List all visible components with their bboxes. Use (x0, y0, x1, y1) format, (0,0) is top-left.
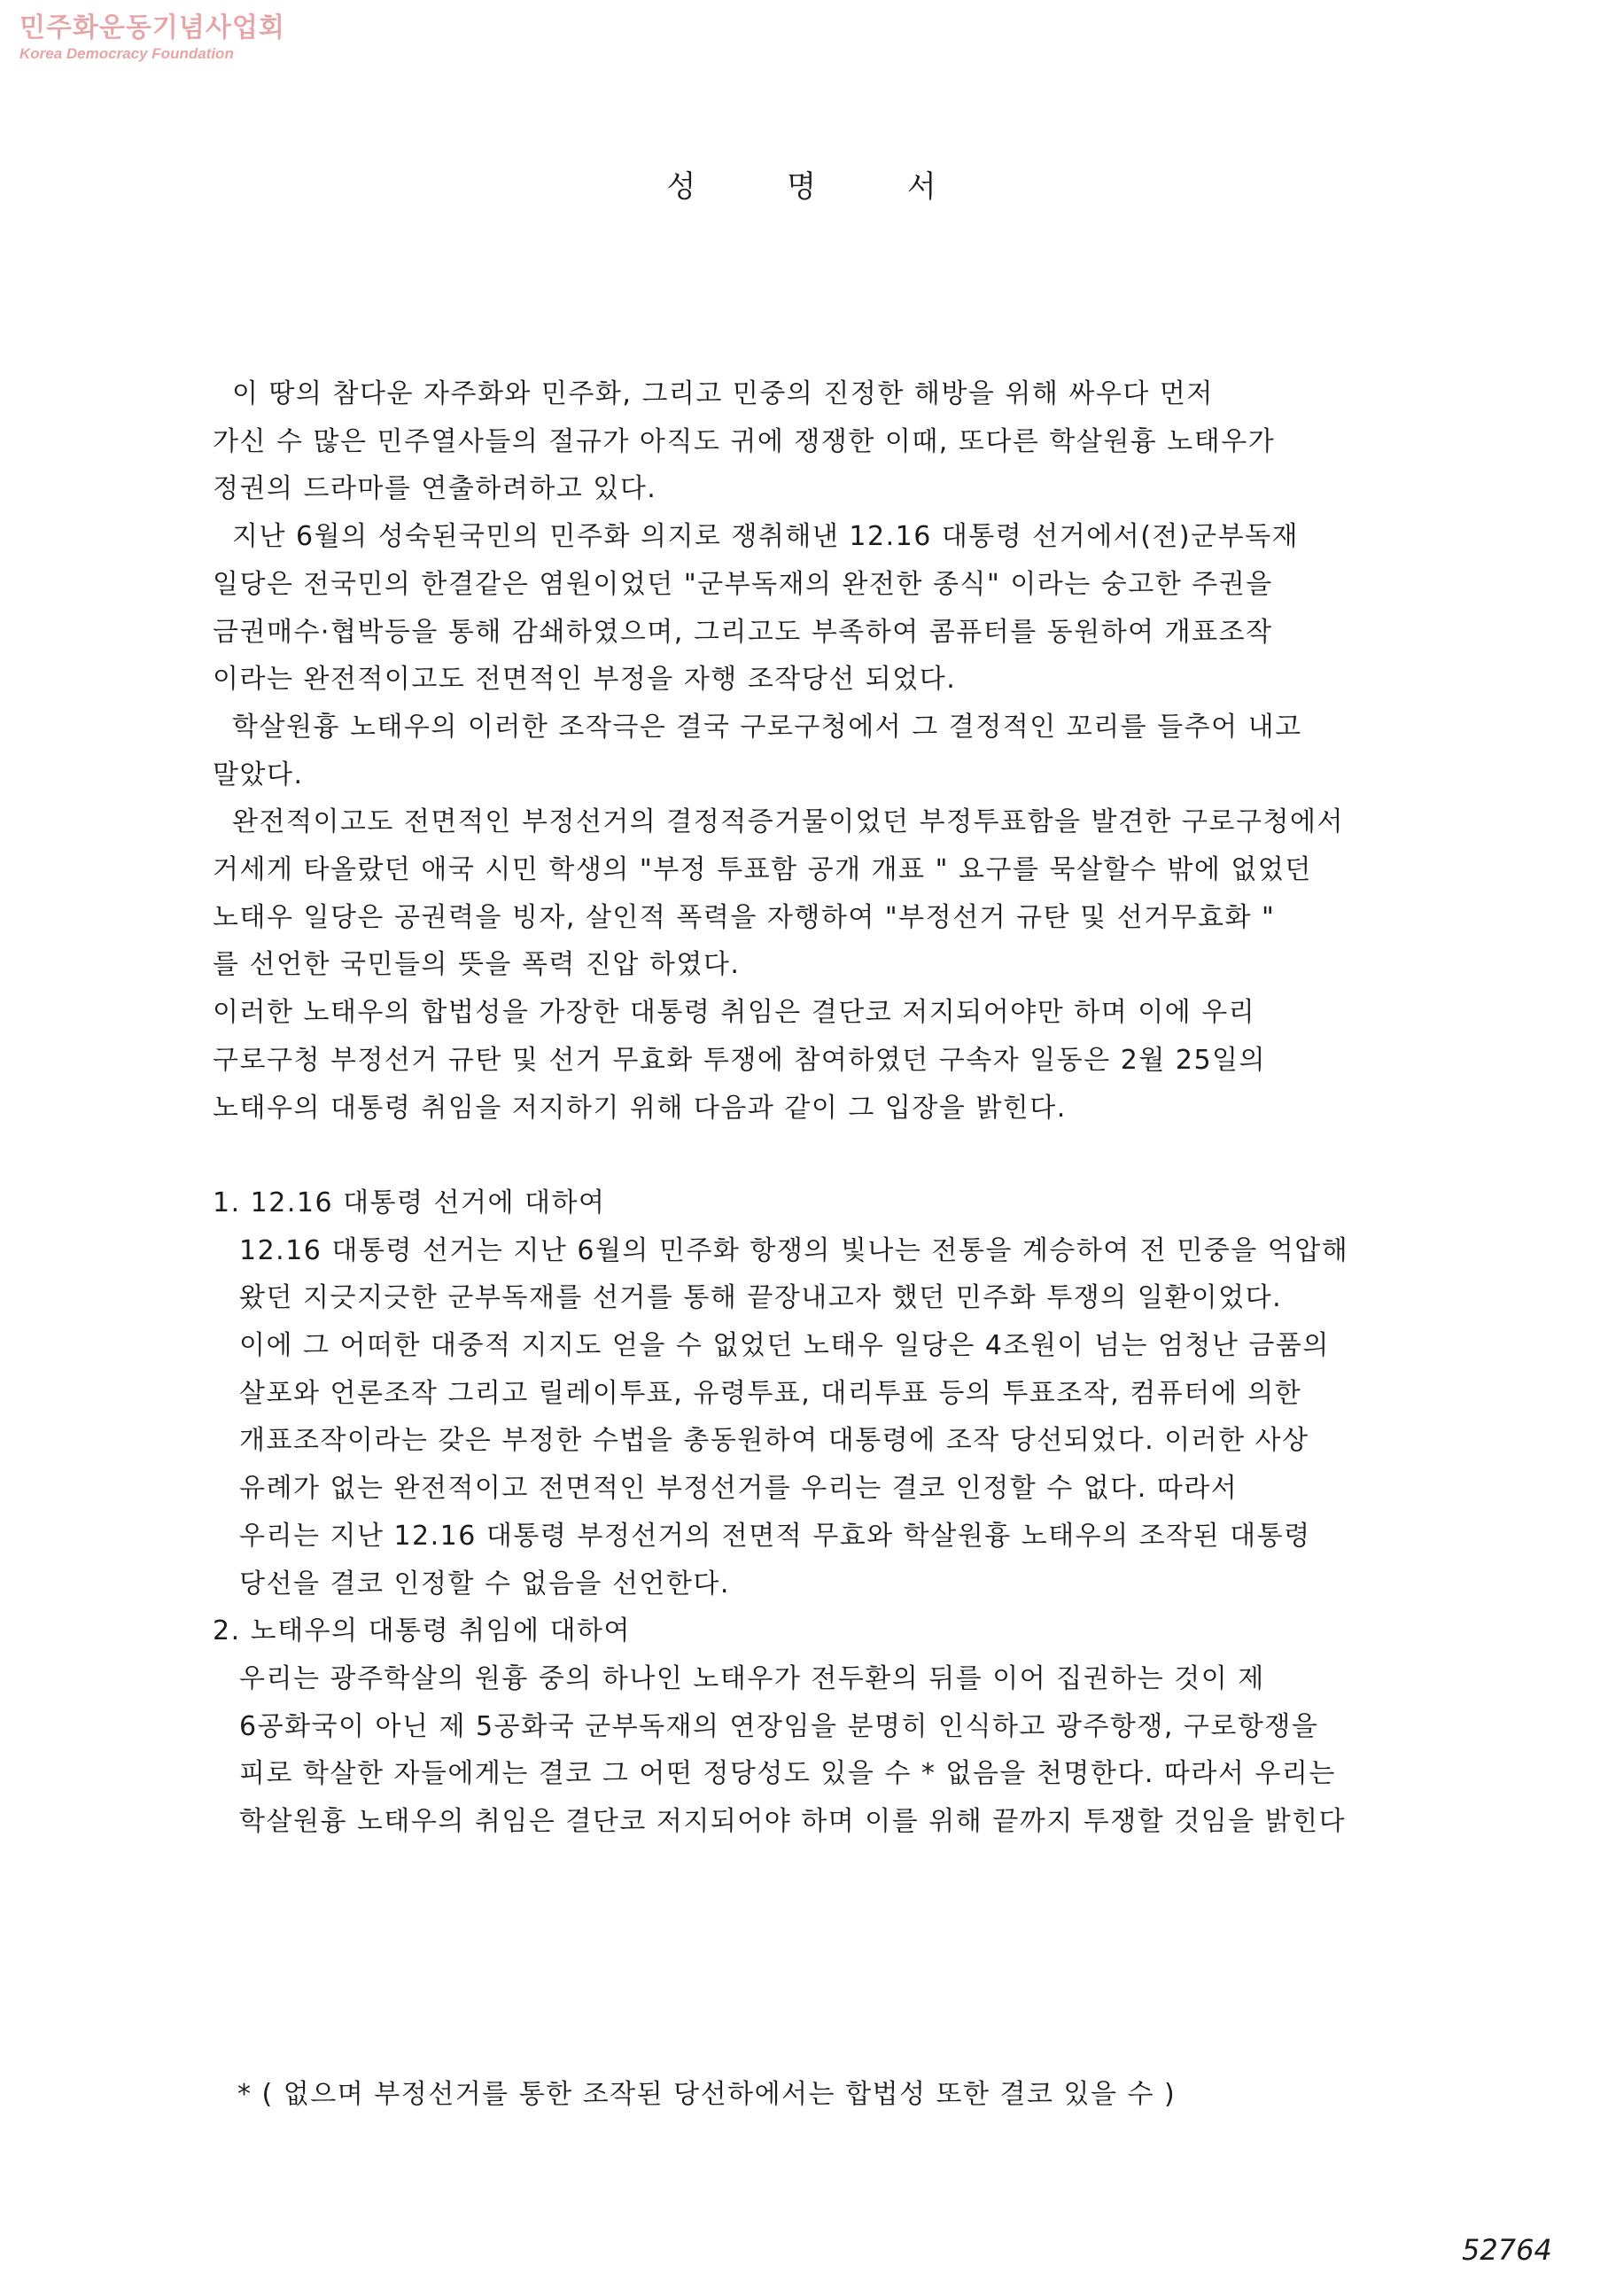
statement-body (213, 370, 1480, 1846)
document-title: 성 명 서 (666, 169, 977, 205)
paragraph-line: 를 선언한 국민들의 뜻을 폭력 진압 하였다. (213, 949, 741, 981)
section-1-line: 개표조작이라는 갖은 부정한 수법을 총동원하여 대통령에 조작 당선되었다. 이러한 사상 (239, 1425, 1309, 1457)
paragraph-line: 이라는 완전적이고도 전면적인 부정을 자행 조작당선 되었다. (213, 664, 957, 696)
footnote: * ( 없으며 부정선거를 통한 조작된 당선하에서는 합법성 또한 결코 있을 수 ) (237, 2079, 1177, 2110)
paragraph-line: 정권의 드라마를 연출하려하고 있다. (213, 473, 657, 505)
paragraph-line: 거세게 타올랐던 애국 시민 학생의 "부정 투표함 공개 개표 " 요구를 묵살할수 밖에 없었던 (213, 854, 1312, 886)
paragraph-line: 이러한 노태우의 합법성을 가장한 대통령 취임은 결단코 저지되어야만 하며 이에 우리 (213, 997, 1256, 1029)
paragraph-line: 구로구청 부정선거 규탄 및 선거 무효화 투쟁에 참여하였던 구속자 일동은 2월 25일의 (213, 1044, 1266, 1076)
section-1-line: 이에 그 어떠한 대중적 지지도 얻을 수 없었던 노태우 일당은 4조원이 넘는 엄청난 금품의 (239, 1330, 1330, 1362)
section-1-line: 우리는 지난 12.16 대통령 부정선거의 전면적 무효와 학살원흉 노태우의 조작된 대통령 (239, 1520, 1311, 1552)
section-1-line: 왔던 지긋지긋한 군부독재를 선거를 통해 끝장내고자 했던 민주화 투쟁의 일환이었다. (239, 1282, 1283, 1314)
paragraph-line: 노태우의 대통령 취임을 저지하기 위해 다음과 같이 그 입장을 밝힌다. (213, 1092, 1067, 1124)
paragraph-line: 이 땅의 참다운 자주화와 민주화, 그리고 민중의 진정한 해방을 위해 싸우다 먼저 (232, 378, 1214, 409)
paragraph-line: 노태우 일당은 공권력을 빙자, 살인적 폭력을 자행하여 "부정선거 규탄 및 선거무효화 " (213, 901, 1276, 933)
section-2-line: 우리는 광주학살의 원흉 중의 하나인 노태우가 전두환의 뒤를 이어 집권하는 것이 제 (239, 1662, 1265, 1694)
section-1-line: 유례가 없는 완전적이고 전면적인 부정선거를 우리는 결코 인정할 수 없다. 따라서 (239, 1473, 1239, 1505)
section-2-line: 피로 학살한 자들에게는 결코 그 어떤 정당성도 있을 수 * 없음을 천명한다. 따라서 우리는 (239, 1758, 1336, 1790)
section-1-heading: 1. 12.16 대통령 선거에 대하여 (213, 1187, 606, 1218)
section-1-line: 살포와 언론조작 그리고 릴레이투표, 유령투표, 대리투표 등의 투표조작, 컴퓨터에 의한 (239, 1377, 1302, 1409)
foundation-watermark (19, 12, 285, 64)
paragraph-line: 학살원흉 노태우의 이러한 조작극은 결국 구로구청에서 그 결정적인 꼬리를 들추어 내고 (232, 711, 1302, 743)
section-2-line: 6공화국이 아닌 제 5공화국 군부독재의 연장임을 분명히 인식하고 광주항쟁, 구로항쟁을 (239, 1710, 1319, 1742)
paragraph-line: 말았다. (213, 759, 304, 790)
paragraph-line: 지난 6월의 성숙된국민의 민주화 의지로 쟁취해낸 12.16 대통령 선거에서(전)군부독재 (232, 521, 1300, 553)
section-2-line: 학살원흉 노태우의 취임은 결단코 저지되어야 하며 이를 위해 끝까지 투쟁할 것임을 밝힌다 (239, 1806, 1347, 1838)
paragraph-line: 일당은 전국민의 한결같은 염원이었던 "군부독재의 완전한 종식" 이라는 숭고한 주권을 (213, 568, 1273, 600)
paragraph-line: 가신 수 많은 민주열사들의 절규가 아직도 귀에 쟁쟁한 이때, 또다른 학살원흉 노태우가 (213, 425, 1276, 457)
archive-number: 52764 (1462, 2233, 1552, 2267)
paragraph-line: 금권매수·협박등을 통해 감쇄하였으며, 그리고도 부족하여 콤퓨터를 동원하여 개표조작 (213, 616, 1273, 648)
paragraph-line: 완전적이고도 전면적인 부정선거의 결정적증거물이었던 부정투표함을 발견한 구로구청에서 (232, 806, 1344, 838)
section-1-line: 당선을 결코 인정할 수 없음을 선언한다. (239, 1568, 730, 1599)
watermark-korean: 민주화운동기념사업회 (19, 12, 285, 43)
watermark-english: Korea Democracy Foundation (19, 45, 234, 62)
section-1-line: 12.16 대통령 선거는 지난 6월의 민주화 항쟁의 빛나는 전통을 계승하여 전 민중을 억압해 (239, 1234, 1349, 1266)
spacer (213, 1132, 1480, 1179)
section-2-heading: 2. 노태우의 대통령 취임에 대하여 (213, 1615, 632, 1647)
